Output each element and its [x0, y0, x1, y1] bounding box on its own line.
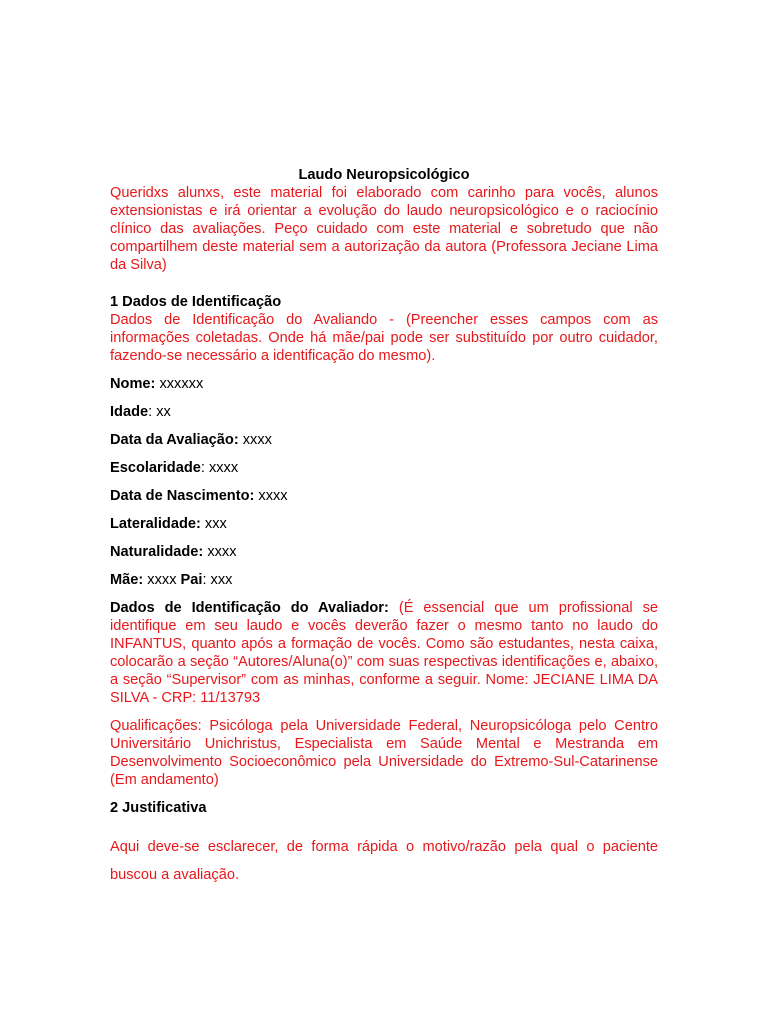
section-heading-identificacao: 1 Dados de Identificação [110, 294, 282, 310]
document-page [110, 166, 658, 889]
field-data-avaliacao [110, 431, 658, 449]
field-label: Data de Nascimento: [110, 488, 255, 504]
spacer [110, 477, 658, 487]
avaliador-text: (É essencial que um profissional se identifique em seu laudo e vocês deverão fazer o mesmo tanto no laudo do INFANTUS, quanto após a formação de vocês. Como são estudantes, nesta caixa, colocarão a seção “Autores/Aluna(o)” com suas respectivas identificações e, abaixo, a seção “Supervisor” com as minhas, conforme a seguir. Nome: JECIANE LIMA DA SILVA - CRP: 11/13793 [110, 600, 658, 706]
spacer [110, 365, 658, 375]
spacer [110, 274, 658, 293]
field-value: xxxx [238, 432, 272, 448]
spacer [110, 817, 658, 833]
field-lateralidade [110, 515, 658, 533]
field-value: : xx [148, 404, 171, 420]
intro-paragraph: Queridxs alunxs, este material foi elaborado com carinho para vocês, alunos extensionistas e irá orientar a evolução do laudo neuropsicológico e o raciocínio clínico das avaliações. Peço cuidado com este material e sobretudo que não compartilhem deste material sem a autorização da autora (Professora Jeciane Lima da Silva) [110, 185, 658, 273]
spacer [110, 505, 658, 515]
field-value: xxx [200, 516, 227, 532]
field-data-nascimento [110, 487, 658, 505]
spacer [110, 561, 658, 571]
field-idade [110, 403, 658, 421]
field-label: Escolaridade [110, 460, 201, 476]
field-naturalidade [110, 543, 658, 561]
field-label: Naturalidade: [110, 544, 204, 560]
section-heading-justificativa: 2 Justificativa [110, 800, 207, 816]
field-value-pai: : xxx [202, 572, 233, 588]
spacer [110, 393, 658, 403]
avaliador-label: Dados de Identificação do Avaliador: [110, 600, 389, 616]
field-value: xxxx [203, 544, 237, 560]
field-mae-pai [110, 571, 658, 589]
spacer [110, 707, 658, 717]
spacer [110, 421, 658, 431]
avaliador-paragraph [110, 599, 658, 707]
field-label: Nome: [110, 376, 156, 392]
identificacao-instructions: Dados de Identificação do Avaliando - (Preencher esses campos com as informações coletadas. Onde há mãe/pai pode ser substituído por outro cuidador, fazendo-se necessário a identificação do mesmo). [110, 312, 658, 364]
field-label: Data da Avaliação: [110, 432, 239, 448]
spacer [110, 789, 658, 799]
field-value-mae: xxxx [143, 572, 181, 588]
field-value: xxxx [254, 488, 288, 504]
field-label-pai: Pai [180, 572, 203, 588]
field-value: xxxxxx [155, 376, 204, 392]
document-title: Laudo Neuropsicológico [298, 167, 470, 183]
qualificacoes-paragraph: Qualificações: Psicóloga pela Universidade Federal, Neuropsicóloga pelo Centro Universitário Unichristus, Especialista em Saúde Mental e Mestranda em Desenvolvimento Socioeconômico pela Universidade do Extremo-Sul-Catarinense (Em andamento) [110, 718, 658, 788]
justificativa-paragraph: Aqui deve-se esclarecer, de forma rápida o motivo/razão pela qual o paciente buscou a avaliação. [110, 839, 658, 883]
spacer [110, 449, 658, 459]
spacer [110, 589, 658, 599]
field-label: Idade [110, 404, 149, 420]
spacer [110, 533, 658, 543]
field-value: : xxxx [200, 460, 239, 476]
field-label: Lateralidade: [110, 516, 201, 532]
field-nome [110, 375, 658, 393]
field-escolaridade [110, 459, 658, 477]
field-label-mae: Mãe: [110, 572, 144, 588]
